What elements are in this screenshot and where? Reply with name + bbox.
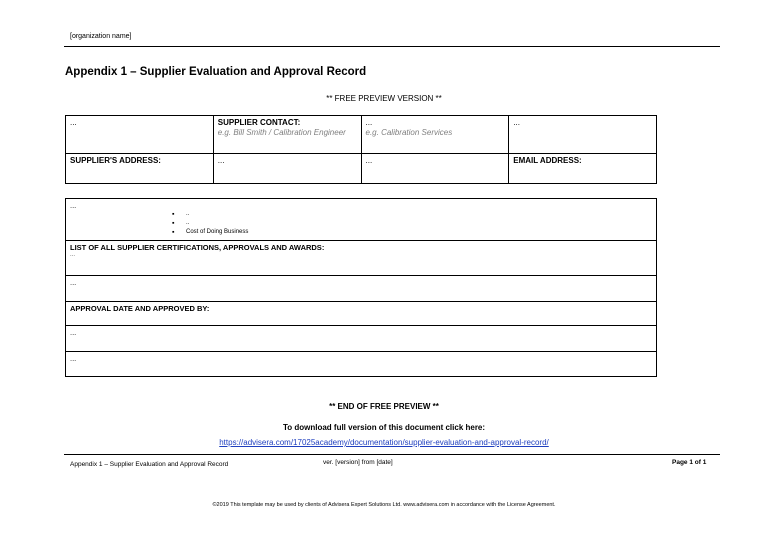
- footer-page-number: Page 1 of 1: [672, 459, 707, 466]
- copyright-notice: ©2019 This template may be used by clients of Advisera Expert Solutions Ltd. www.advisera.com in accordance with the License Agreement.: [212, 502, 556, 508]
- table1-cell[interactable]: ...: [361, 154, 509, 184]
- evaluation-table: [65, 198, 657, 377]
- approval-date-label: APPROVAL DATE AND APPROVED BY:: [66, 302, 657, 326]
- download-link[interactable]: https://advisera.com/17025academy/documentation/supplier-evaluation-and-approval-record/: [219, 438, 549, 447]
- end-preview-label: ** END OF FREE PREVIEW **: [329, 402, 439, 411]
- list-item: ▪ Cost of Doing Business: [186, 228, 652, 237]
- certifications-label: LIST OF ALL SUPPLIER CERTIFICATIONS, APPROVALS AND AWARDS:: [70, 243, 325, 252]
- list-item: ▪ ..: [186, 210, 652, 219]
- preview-label: ** FREE PREVIEW VERSION **: [326, 94, 442, 103]
- criteria-bullet-list: [70, 210, 652, 237]
- table1-cell[interactable]: ...: [66, 116, 214, 154]
- table1-cell[interactable]: ... e.g. Calibration Services: [361, 116, 509, 154]
- supplier-address-label: SUPPLIER'S ADDRESS:: [66, 154, 214, 184]
- download-text: To download full version of this document click here:: [282, 423, 486, 432]
- footer-version: ver. [version] from [date]: [323, 459, 393, 466]
- supplier-contact-label: SUPPLIER CONTACT:: [217, 118, 301, 127]
- table1-cell[interactable]: ...: [509, 116, 657, 154]
- certifications-cell[interactable]: LIST OF ALL SUPPLIER CERTIFICATIONS, APPROVALS AND AWARDS: ...: [66, 241, 657, 276]
- approval-date-field[interactable]: ...: [66, 326, 657, 352]
- certifications-list-field[interactable]: ...: [66, 276, 657, 302]
- footer-document-name: Appendix 1 – Supplier Evaluation and Approval Record: [70, 461, 229, 468]
- organization-name: [organization name]: [70, 33, 132, 40]
- header-divider: [64, 46, 720, 47]
- supplier-info-table: [65, 115, 657, 184]
- email-address-label: EMAIL ADDRESS:: [509, 154, 657, 184]
- supplier-contact-cell[interactable]: [213, 116, 361, 154]
- service-placeholder: e.g. Calibration Services: [365, 128, 453, 137]
- document-title: Appendix 1 – Supplier Evaluation and Approval Record: [65, 66, 367, 78]
- supplier-contact-placeholder: e.g. Bill Smith / Calibration Engineer: [217, 128, 346, 137]
- footer-divider: [64, 454, 720, 455]
- list-item: ▪ ..: [186, 219, 652, 228]
- supplier-address-field[interactable]: ...: [213, 154, 361, 184]
- evaluation-criteria-cell[interactable]: ... ▪ .. ▪ .. ▪ Cost of Doing Business: [66, 199, 657, 241]
- approved-by-field[interactable]: ...: [66, 352, 657, 377]
